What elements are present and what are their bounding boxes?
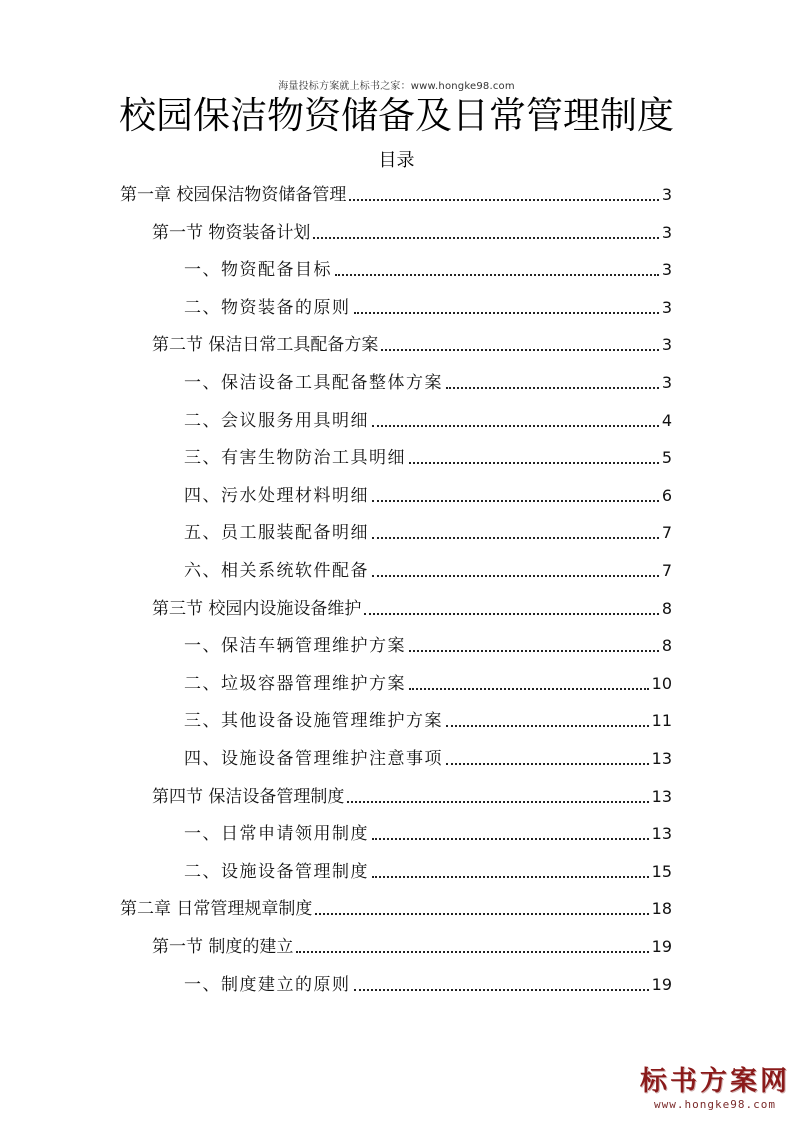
toc-entry[interactable] — [184, 519, 672, 545]
toc-entry[interactable] — [184, 444, 672, 470]
toc-entry-page-number: 13 — [651, 787, 672, 806]
toc-entry-title: 一、保洁车辆管理维护方案 — [184, 636, 406, 656]
toc-entry-page-number: 15 — [651, 862, 672, 881]
toc-entry[interactable] — [184, 407, 672, 433]
toc-entry[interactable] — [152, 595, 672, 621]
toc-entry[interactable] — [184, 632, 672, 658]
toc-dot-leader — [313, 237, 658, 239]
header-note: 海量投标方案就上标书之家：www.hongke98.com — [278, 81, 515, 92]
toc-entry[interactable] — [184, 707, 672, 733]
toc-entry-page-number: 10 — [651, 674, 672, 693]
toc-entry-page-number: 11 — [651, 711, 672, 730]
toc-entry[interactable] — [184, 369, 672, 395]
toc-dot-leader — [372, 575, 659, 577]
toc-dot-leader — [409, 688, 649, 690]
toc-heading: 目录 — [378, 150, 415, 171]
toc-entry-page-number: 3 — [661, 373, 672, 392]
toc-entry-page-number: 13 — [651, 824, 672, 843]
toc-entry-title: 一、保洁设备工具配备整体方案 — [184, 373, 443, 393]
toc-entry-page-number: 7 — [661, 523, 672, 542]
toc-entry-page-number: 5 — [661, 448, 672, 467]
toc-entry-title: 第二节 保洁日常工具配备方案 — [152, 335, 379, 355]
toc-entry[interactable] — [184, 745, 672, 771]
toc-dot-leader — [372, 838, 649, 840]
toc-entry-page-number: 18 — [651, 899, 672, 918]
toc-entry-page-number: 6 — [661, 486, 672, 505]
toc-entry[interactable] — [184, 482, 672, 508]
toc-entry-page-number: 3 — [661, 223, 672, 242]
toc-entry-page-number: 3 — [661, 298, 672, 317]
toc-dot-leader — [372, 876, 649, 878]
toc-entry[interactable] — [184, 294, 672, 320]
toc-entry[interactable] — [120, 181, 672, 207]
toc-entry[interactable] — [152, 783, 672, 809]
toc-entry[interactable] — [184, 858, 672, 884]
toc-dot-leader — [296, 951, 648, 953]
watermark — [640, 1066, 790, 1112]
toc-dot-leader — [409, 462, 659, 464]
toc-dot-leader — [335, 274, 659, 276]
toc-entry-page-number: 19 — [651, 975, 672, 994]
toc-entry-title: 一、制度建立的原则 — [184, 975, 351, 995]
toc-entry-title: 一、日常申请领用制度 — [184, 824, 369, 844]
toc-dot-leader — [372, 537, 659, 539]
toc-entry-title: 二、会议服务用具明细 — [184, 411, 369, 431]
toc-entry[interactable] — [184, 256, 672, 282]
toc-entry[interactable] — [152, 331, 672, 357]
toc-dot-leader — [381, 349, 658, 351]
toc-entry-title: 第一节 物资装备计划 — [152, 223, 311, 243]
toc-dot-leader — [364, 613, 658, 615]
toc-entry-title: 二、设施设备管理制度 — [184, 862, 369, 882]
toc-entry-title: 第一章 校园保洁物资储备管理 — [120, 185, 347, 205]
toc-entry-page-number: 19 — [651, 937, 672, 956]
toc-entry-page-number: 8 — [661, 599, 672, 618]
toc-dot-leader — [354, 989, 649, 991]
toc-dot-leader — [349, 199, 658, 201]
toc-entry-page-number: 7 — [661, 561, 672, 580]
toc-entry-title: 二、垃圾容器管理维护方案 — [184, 674, 406, 694]
toc-entry-page-number: 4 — [661, 411, 672, 430]
toc-entry[interactable] — [152, 933, 672, 959]
document-title: 校园保洁物资储备及日常管理制度 — [119, 94, 674, 137]
toc-entry-page-number: 3 — [661, 335, 672, 354]
toc-entry-title: 第一节 制度的建立 — [152, 937, 294, 957]
toc-entry-title: 六、相关系统软件配备 — [184, 561, 369, 581]
toc-dot-leader — [372, 500, 659, 502]
toc-entry[interactable] — [152, 219, 672, 245]
toc-dot-leader — [315, 913, 648, 915]
watermark-logo: 标书方案网 — [640, 1066, 790, 1097]
toc-entry-page-number: 13 — [651, 749, 672, 768]
toc-entry[interactable] — [184, 670, 672, 696]
toc-entry-page-number: 3 — [661, 185, 672, 204]
toc-dot-leader — [354, 312, 659, 314]
toc-entry[interactable] — [184, 971, 672, 997]
watermark-url: www.hongke98.com — [654, 1098, 776, 1111]
toc-dot-leader — [446, 725, 649, 727]
toc-dot-leader — [347, 801, 648, 803]
toc-entry[interactable] — [184, 820, 672, 846]
toc-entry-title: 第三节 校园内设施设备维护 — [152, 599, 362, 619]
toc-entry-title: 四、污水处理材料明细 — [184, 486, 369, 506]
toc-entry[interactable] — [120, 895, 672, 921]
toc-entry[interactable] — [184, 557, 672, 583]
toc-entry-page-number: 8 — [661, 636, 672, 655]
toc-dot-leader — [409, 650, 659, 652]
toc-entry-title: 第四节 保洁设备管理制度 — [152, 787, 345, 807]
toc-entry-title: 五、员工服装配备明细 — [184, 523, 369, 543]
toc-entry-title: 二、物资装备的原则 — [184, 298, 351, 318]
toc-entry-page-number: 3 — [661, 260, 672, 279]
toc-entry-title: 一、物资配备目标 — [184, 260, 332, 280]
toc-entry-title: 四、设施设备管理维护注意事项 — [184, 749, 443, 769]
toc-entry-title: 三、其他设备设施管理维护方案 — [184, 711, 443, 731]
toc-dot-leader — [446, 387, 659, 389]
toc-dot-leader — [446, 763, 649, 765]
toc-entry-title: 第二章 日常管理规章制度 — [120, 899, 313, 919]
toc-entry-title: 三、有害生物防治工具明细 — [184, 448, 406, 468]
toc-dot-leader — [372, 425, 659, 427]
